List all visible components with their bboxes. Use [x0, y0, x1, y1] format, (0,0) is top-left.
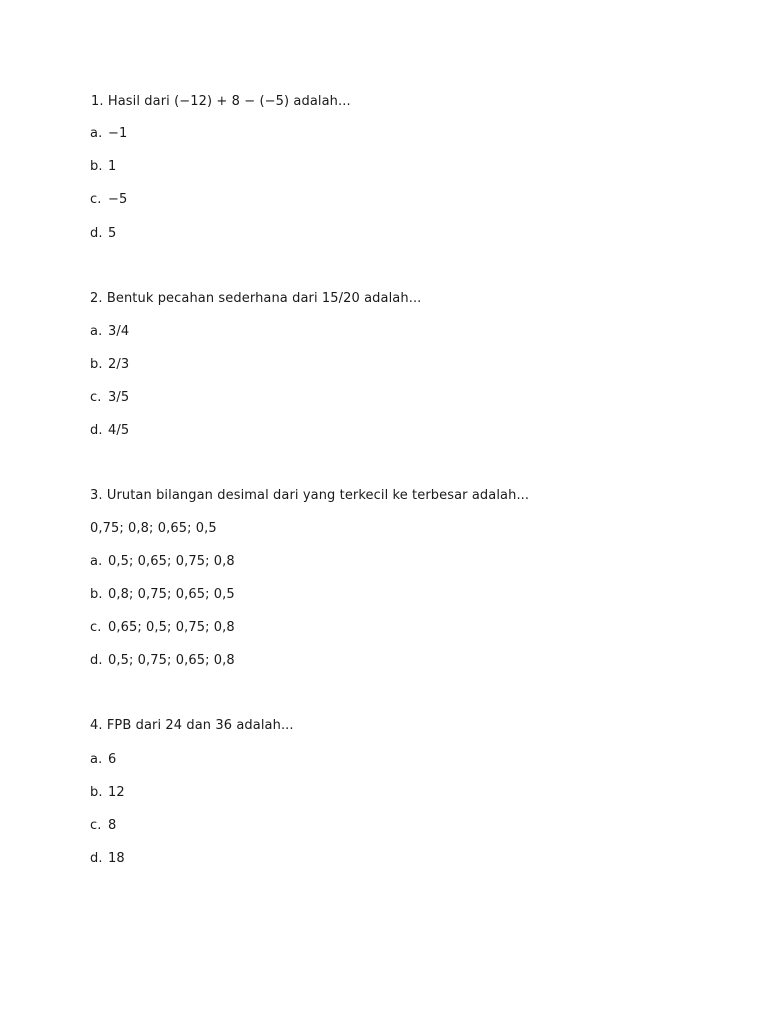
option-text: 0,5; 0,65; 0,75; 0,8 [108, 554, 235, 569]
option-text: 0,8; 0,75; 0,65; 0,5 [108, 587, 235, 602]
option-letter: b. [90, 159, 103, 174]
option-letter: a. [90, 324, 103, 339]
option-letter: d. [90, 423, 103, 438]
option-text: 1 [108, 159, 117, 174]
question-3-number-list: 0,75; 0,8; 0,65; 0,5 [90, 521, 217, 536]
question-1-option-d [90, 226, 116, 242]
question-4-option-d [90, 851, 125, 867]
question-3-option-c [90, 620, 235, 636]
option-letter: b. [90, 785, 103, 800]
option-text: −5 [108, 192, 128, 207]
question-1-option-a [90, 126, 127, 142]
option-text: 3/4 [108, 324, 130, 339]
question-4-option-b [90, 785, 125, 801]
question-2-stem: 2. Bentuk pecahan sederhana dari 15/20 adalah... [90, 291, 422, 306]
question-4-stem: 4. FPB dari 24 dan 36 adalah... [90, 718, 294, 733]
option-letter: a. [90, 752, 103, 767]
question-2-option-d [90, 423, 129, 439]
option-text: 18 [108, 851, 125, 866]
question-2-option-b [90, 357, 129, 373]
option-letter: b. [90, 357, 103, 372]
option-text: 2/3 [108, 357, 130, 372]
option-letter: c. [90, 818, 102, 833]
option-letter: d. [90, 653, 103, 668]
option-letter: a. [90, 126, 103, 141]
option-text: 0,5; 0,75; 0,65; 0,8 [108, 653, 235, 668]
question-3-option-b [90, 587, 235, 603]
question-1-option-b [90, 159, 116, 175]
option-letter: c. [90, 192, 102, 207]
option-text: 4/5 [108, 423, 130, 438]
option-letter: d. [90, 226, 103, 241]
question-3-stem: 3. Urutan bilangan desimal dari yang terkecil ke terbesar adalah... [90, 488, 530, 503]
question-1-option-c [90, 192, 127, 208]
option-text: 5 [108, 226, 117, 241]
option-text: 12 [108, 785, 125, 800]
option-text: 3/5 [108, 390, 130, 405]
option-letter: c. [90, 390, 102, 405]
question-4-option-c [90, 818, 116, 834]
option-letter: b. [90, 587, 103, 602]
question-1-stem: 1. Hasil dari (−12) + 8 − (−5) adalah... [91, 94, 351, 109]
option-text: 8 [108, 818, 117, 833]
question-2-option-c [90, 390, 129, 406]
option-text: 0,65; 0,5; 0,75; 0,8 [108, 620, 235, 635]
question-3-option-a [90, 554, 235, 570]
option-letter: c. [90, 620, 102, 635]
question-2-option-a [90, 324, 129, 340]
option-text: 6 [108, 752, 117, 767]
option-letter: a. [90, 554, 103, 569]
option-letter: d. [90, 851, 103, 866]
question-4-option-a [90, 752, 116, 768]
option-text: −1 [108, 126, 128, 141]
question-3-option-d [90, 653, 235, 669]
